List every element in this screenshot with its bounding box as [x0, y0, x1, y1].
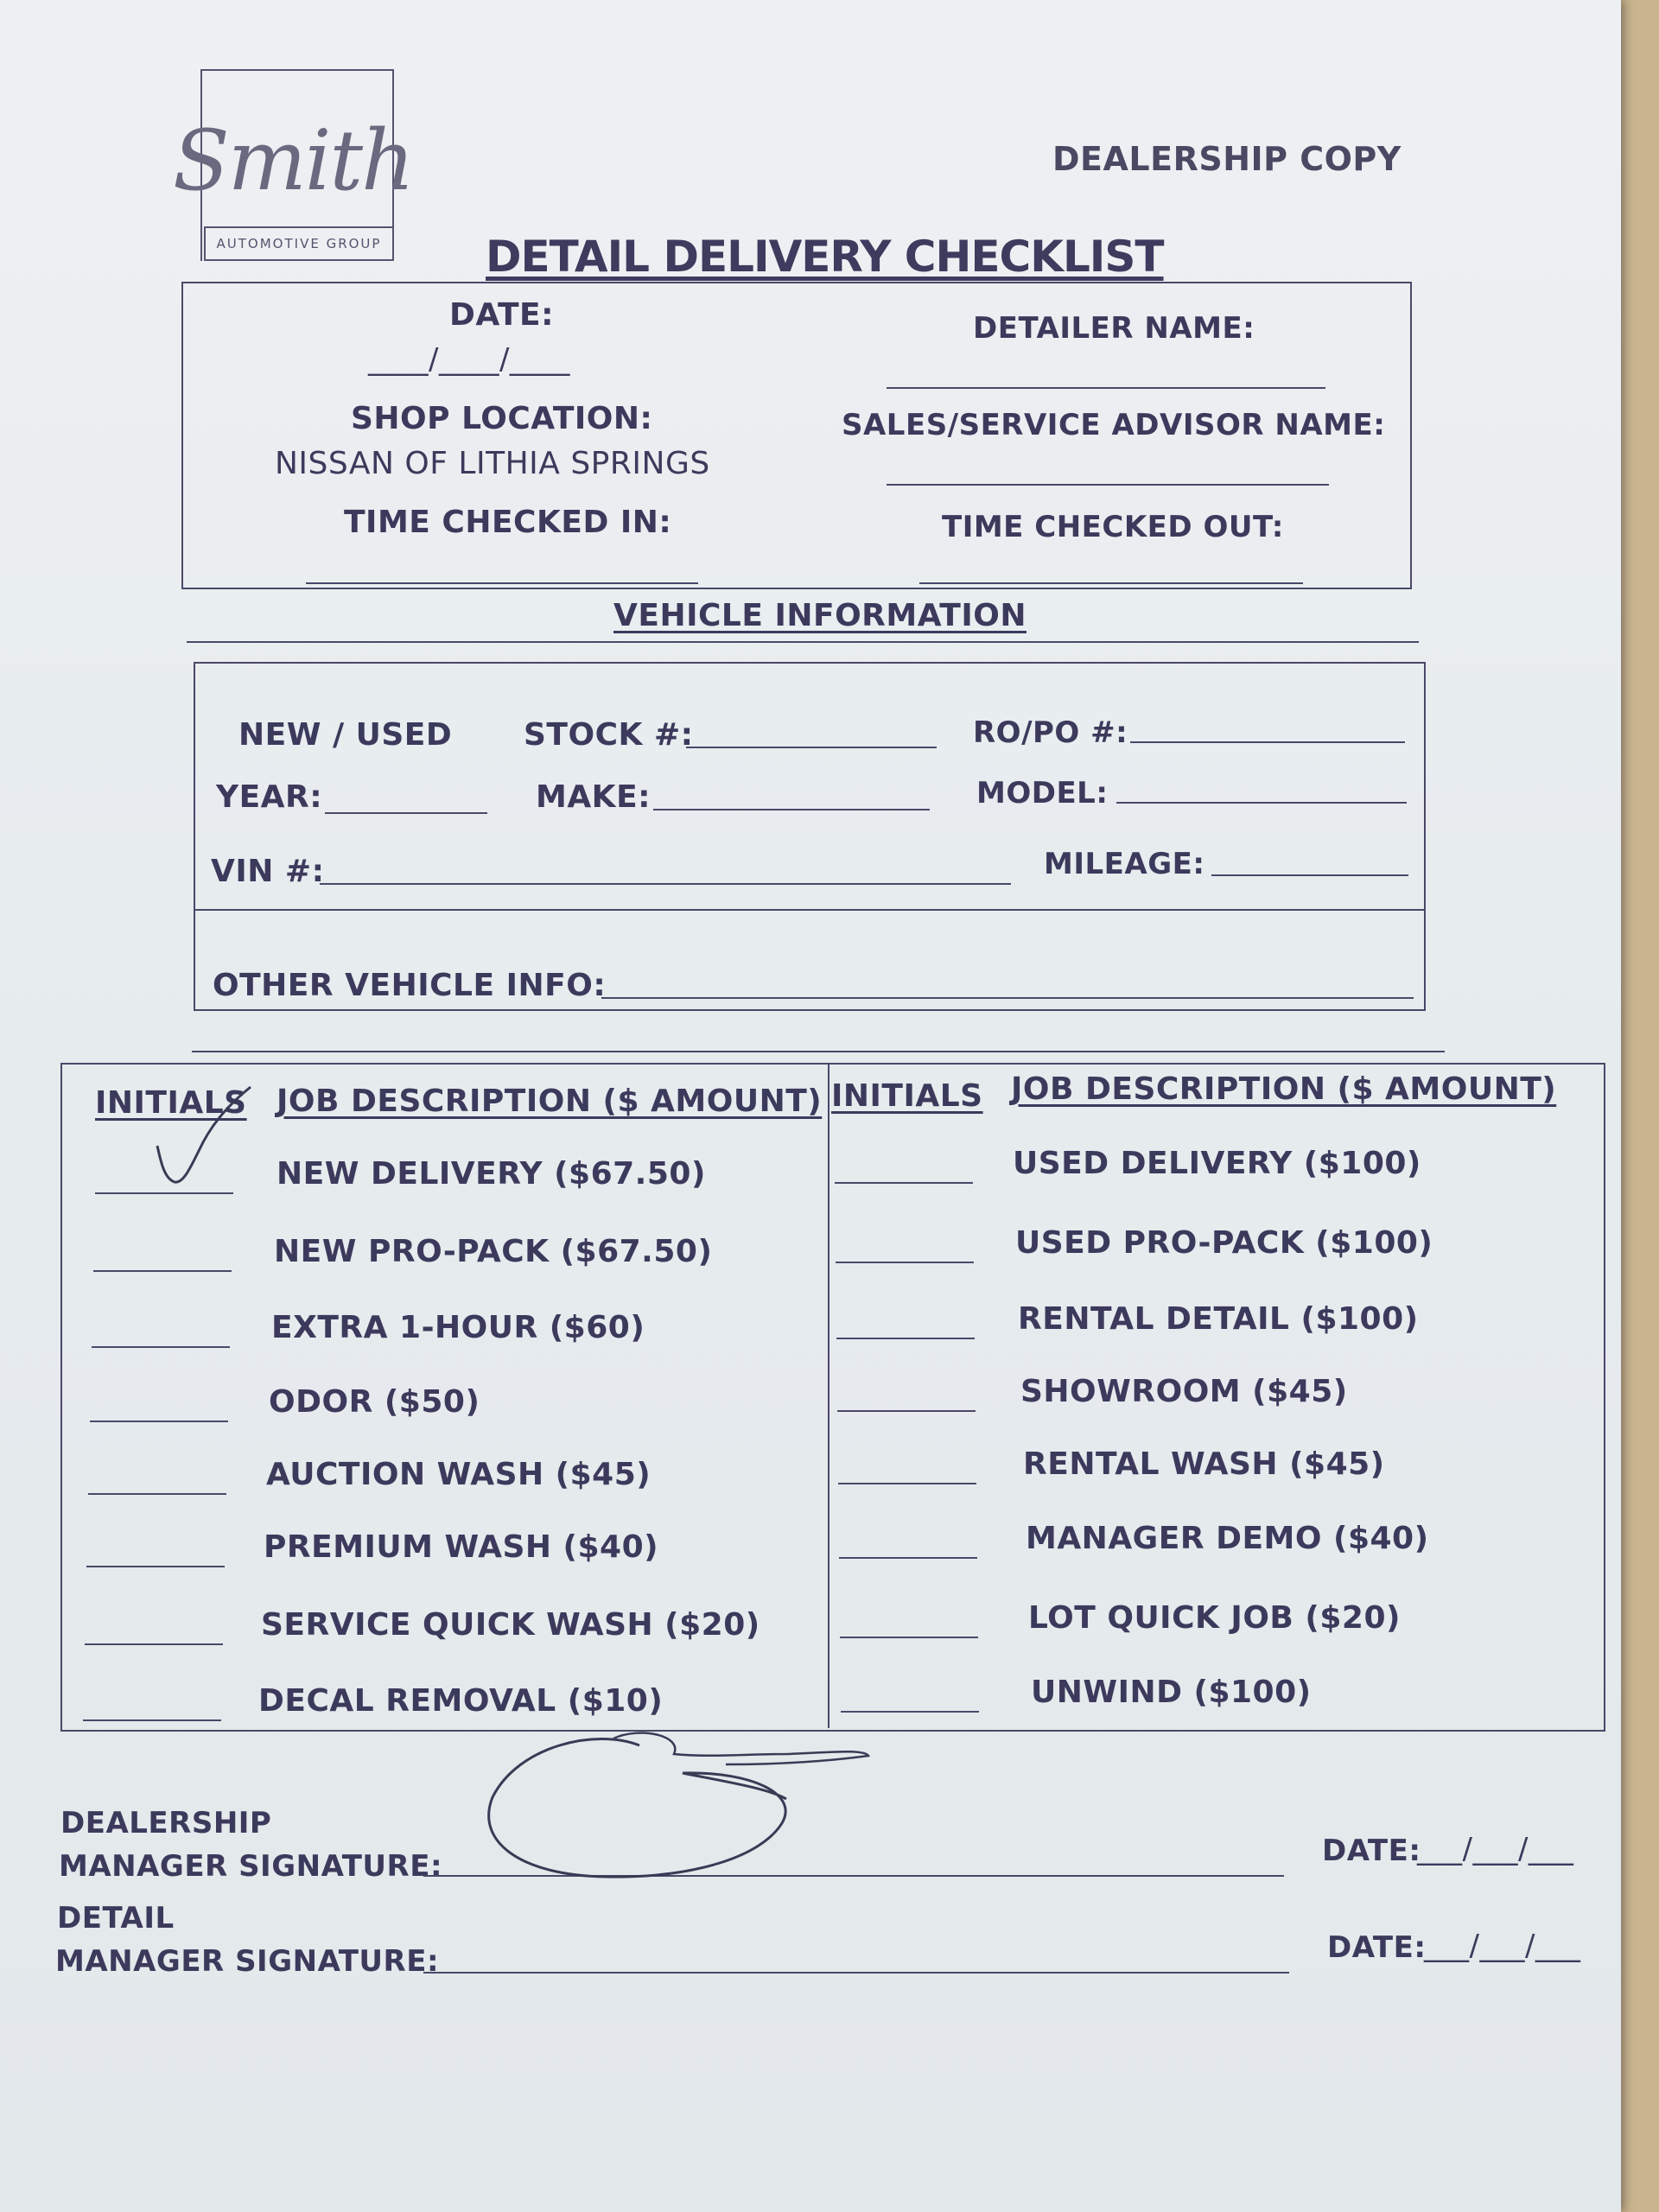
detailer-name-field[interactable] — [887, 387, 1325, 389]
mileage-label: MILEAGE: — [1044, 847, 1205, 881]
left-initials-field[interactable] — [83, 1719, 221, 1721]
left-job-label: NEW DELIVERY ($67.50) — [276, 1156, 706, 1192]
form-title: DETAIL DELIVERY CHECKLIST — [486, 232, 1164, 282]
vin-label: VIN #: — [211, 854, 325, 889]
right-initials-field[interactable] — [837, 1410, 976, 1412]
logo-tagline: AUTOMOTIVE GROUP — [204, 226, 394, 261]
left-job-label: NEW PRO-PACK ($67.50) — [274, 1234, 713, 1269]
other-info-label: OTHER VEHICLE INFO: — [213, 968, 607, 1003]
right-initials-field[interactable] — [839, 1557, 977, 1559]
right-initials-field[interactable] — [840, 1637, 978, 1638]
stock-label: STOCK #: — [524, 717, 694, 753]
right-job-label: RENTAL DETAIL ($100) — [1018, 1301, 1419, 1337]
left-initials-field[interactable] — [86, 1566, 225, 1567]
detail-date-label: DATE: — [1327, 1930, 1427, 1965]
initials-header-left: INITIALS — [95, 1085, 247, 1121]
dealership-sig-label-2: MANAGER SIGNATURE: — [59, 1849, 443, 1884]
other-info-field[interactable] — [601, 997, 1414, 999]
vehicle-box — [194, 662, 1426, 1011]
shop-location-label: SHOP LOCATION: — [351, 401, 653, 436]
left-initials-field[interactable] — [92, 1346, 230, 1348]
right-job-label: USED PRO-PACK ($100) — [1015, 1225, 1433, 1261]
year-label: YEAR: — [216, 779, 323, 815]
year-field[interactable] — [325, 812, 487, 814]
time-in-field[interactable] — [306, 582, 698, 584]
left-job-label: PREMIUM WASH ($40) — [264, 1529, 659, 1565]
vehicle-box-divider — [195, 909, 1424, 911]
logo-wordmark: Smith — [173, 112, 413, 209]
detail-date-field[interactable]: ___/___/___ — [1424, 1929, 1581, 1963]
right-initials-field[interactable] — [841, 1711, 979, 1713]
left-initials-field[interactable] — [93, 1270, 232, 1272]
new-used-selector[interactable]: NEW / USED — [238, 717, 453, 753]
vehicle-section-title: VEHICLE INFORMATION — [613, 598, 1027, 633]
other-info-field-2[interactable] — [192, 1051, 1445, 1052]
ro-po-label: RO/PO #: — [973, 715, 1128, 750]
dealership-date-field[interactable]: ___/___/___ — [1417, 1832, 1574, 1866]
left-job-label: DECAL REMOVAL ($10) — [258, 1683, 664, 1719]
mileage-field[interactable] — [1211, 874, 1408, 876]
date-label: DATE: — [449, 297, 554, 333]
initials-header-right: INITIALS — [831, 1078, 983, 1114]
detail-signature-field[interactable] — [423, 1972, 1289, 1974]
job-header-left: JOB DESCRIPTION ($ AMOUNT) — [276, 1084, 823, 1119]
time-out-field[interactable] — [919, 582, 1303, 584]
right-job-label: RENTAL WASH ($45) — [1023, 1446, 1385, 1482]
right-initials-field[interactable] — [835, 1182, 973, 1184]
left-job-label: ODOR ($50) — [269, 1384, 480, 1420]
ro-po-field[interactable] — [1130, 741, 1405, 743]
advisor-field[interactable] — [887, 484, 1329, 486]
left-job-label: EXTRA 1-HOUR ($60) — [271, 1310, 645, 1345]
left-initials-field[interactable] — [88, 1493, 226, 1495]
time-out-label: TIME CHECKED OUT: — [942, 510, 1284, 544]
copy-label: DEALERSHIP COPY — [1052, 140, 1402, 178]
section-divider — [187, 641, 1419, 643]
shop-location-value: NISSAN OF LITHIA SPRINGS — [275, 446, 710, 481]
right-job-label: LOT QUICK JOB ($20) — [1028, 1600, 1401, 1636]
right-initials-field[interactable] — [836, 1338, 975, 1339]
advisor-label: SALES/SERVICE ADVISOR NAME: — [842, 408, 1386, 442]
detail-sig-label-1: DETAIL — [57, 1901, 175, 1936]
checkmark-icon — [138, 1078, 259, 1199]
make-field[interactable] — [653, 809, 930, 810]
time-in-label: TIME CHECKED IN: — [344, 505, 672, 540]
model-field[interactable] — [1116, 802, 1407, 804]
right-initials-field[interactable] — [838, 1483, 976, 1484]
make-label: MAKE: — [536, 779, 652, 815]
right-job-label: UNWIND ($100) — [1031, 1675, 1312, 1710]
right-initials-field[interactable] — [836, 1262, 974, 1263]
left-initials-field[interactable] — [90, 1421, 228, 1422]
dealership-date-label: DATE: — [1322, 1834, 1421, 1868]
left-initials-field[interactable] — [85, 1643, 223, 1645]
jobs-table-divider — [828, 1065, 830, 1728]
job-header-right: JOB DESCRIPTION ($ AMOUNT) — [1011, 1071, 1557, 1107]
left-job-label: SERVICE QUICK WASH ($20) — [261, 1607, 760, 1643]
date-blank[interactable]: ____/____/____ — [368, 342, 570, 377]
dealership-sig-label-1: DEALERSHIP — [60, 1806, 272, 1840]
left-job-label: AUCTION WASH ($45) — [266, 1457, 652, 1492]
right-job-label: USED DELIVERY ($100) — [1013, 1146, 1421, 1181]
detailer-name-label: DETAILER NAME: — [973, 311, 1255, 346]
right-job-label: SHOWROOM ($45) — [1020, 1374, 1348, 1409]
model-label: MODEL: — [976, 776, 1109, 810]
vin-field[interactable] — [320, 883, 1011, 885]
right-job-label: MANAGER DEMO ($40) — [1026, 1521, 1429, 1556]
detail-sig-label-2: MANAGER SIGNATURE: — [55, 1944, 440, 1979]
stock-field[interactable] — [686, 747, 937, 748]
dealership-signature-mark — [467, 1719, 881, 1892]
